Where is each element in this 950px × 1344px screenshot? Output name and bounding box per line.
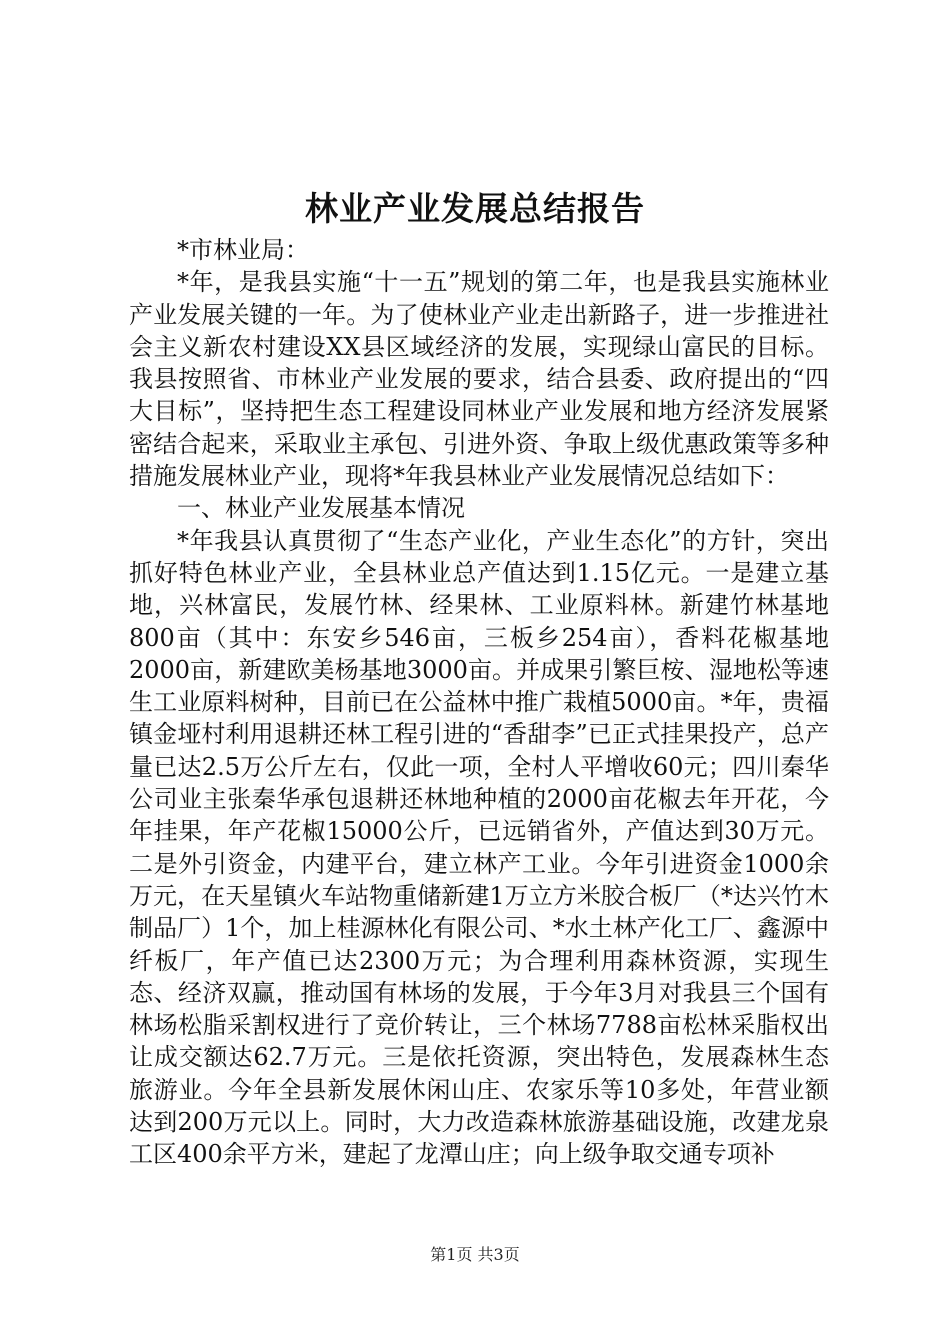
document-body [129,234,829,1171]
intro-paragraph: *年，是我县实施“十一五”规划的第二年，也是我县实施林业产业发展关键的一年。为了使林业产业走出新路子，进一步推进社会主义新农村建设XX县区域经济的发展，实现绿山富民的目标。我县按照省、市林业产业发展的要求，结合县委、政府提出的“四大目标”，坚持把生态工程建设同林业产业发展和地方经济发展紧密结合起来，采取业主承包、引进外资、争取上级优惠政策等多种措施发展林业产业，现将*年我县林业产业发展情况总结如下： [129,268,829,491]
salutation: *市林业局： [177,236,309,264]
body-paragraph: *年我县认真贯彻了“生态产业化，产业生态化”的方针，突出抓好特色林业产业，全县林业总产值达到1.15亿元。一是建立基地，兴林富民，发展竹林、经果林、工业原料林。新建竹林基地800亩（其中：东安乡546亩，三板乡254亩），香料花椒基地2000亩，新建欧美杨基地3000亩。并成果引繁巨桉、湿地松等速生工业原料树种，目前已在公益林中推广栽植5000亩。*年，贵福镇金垭村利用退耕还林工程引进的“香甜李”已正式挂果投产，总产量已达2.5万公斤左右，仅此一项，全村人平增收60元；四川秦华公司业主张秦华承包退耕还林地种植的2000亩花椒去年开花，今年挂果，年产花椒15000公斤，已远销省外，产值达到30万元。二是外引资金，内建平台，建立林产工业。今年引进资金1000余万元，在天星镇火车站物重储新建1万立方米胶合板厂（*达兴竹木制品厂）1个，加上桂源林化有限公司、*水土林产化工厂、鑫源中纤板厂，年产值已达2300万元；为合理利用森林资源，实现生态、经济双赢，推动国有林场的发展，于今年3月对我县三个国有林场松脂采割权进行了竞价转让，三个林场7788亩松林采脂权出让成交额达62.7万元。三是依托资源，突出特色，发展森林生态旅游业。今年全县新发展休闲山庄、农家乐等10多处，年营业额达到200万元以上。同时，大力改造森林旅游基础设施，改建龙泉工区400余平方米，建起了龙潭山庄；向上级争取交通专项补 [129,526,829,1169]
document-title: 林业产业发展总结报告 [305,189,645,228]
section-heading: 一、林业产业发展基本情况 [177,494,465,523]
page-footer: 第1页 共3页 [430,1245,520,1264]
